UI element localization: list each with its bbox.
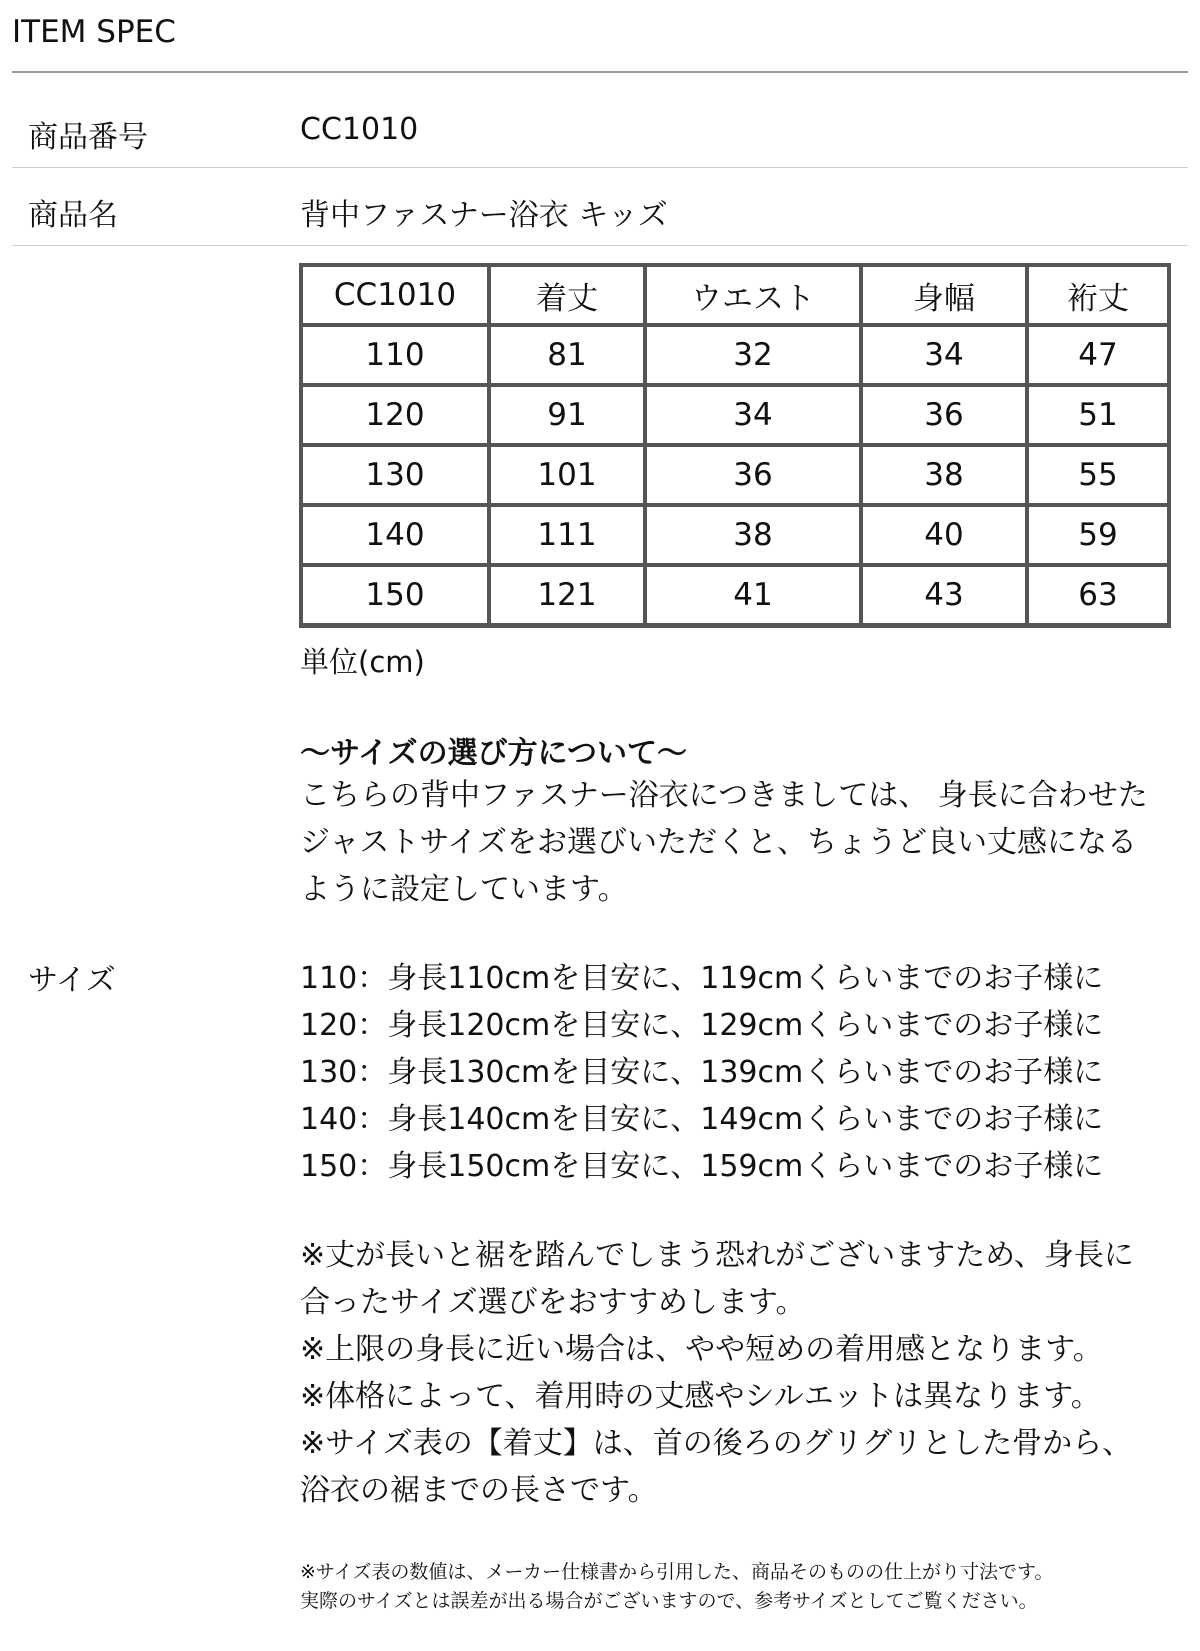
table-cell: 32 [645, 325, 861, 385]
size-notes [300, 1232, 1134, 1514]
table-cell: 55 [1027, 445, 1169, 505]
page-title: ITEM SPEC [12, 14, 176, 50]
table-header-cell: 裄丈 [1027, 265, 1169, 325]
table-row [301, 385, 1169, 445]
table-row [301, 445, 1169, 505]
size-line: 130：身長130cmを目安に、139cmくらいまでのお子様に [300, 1055, 1104, 1090]
table-cell: 43 [861, 565, 1027, 625]
table-cell: 140 [301, 505, 489, 565]
table-header-cell: ウエスト [645, 265, 861, 325]
size-table [299, 263, 1171, 628]
table-cell: 47 [1027, 325, 1169, 385]
note-line: ※サイズ表の【着丈】は、首の後ろのグリグリとした骨から、 [300, 1426, 1133, 1461]
table-cell: 36 [861, 385, 1027, 445]
table-cell: 38 [861, 445, 1027, 505]
table-row [301, 505, 1169, 565]
row-divider [12, 167, 1188, 168]
table-cell: 101 [489, 445, 645, 505]
table-cell: 110 [301, 325, 489, 385]
table-cell: 36 [645, 445, 861, 505]
table-cell: 120 [301, 385, 489, 445]
footnotes [300, 1558, 1054, 1616]
intro-line: ように設定しています。 [300, 872, 628, 907]
table-row [301, 325, 1169, 385]
product-name-value: 背中ファスナー浴衣 キッズ [300, 198, 668, 233]
note-line: 合ったサイズ選びをおすすめします。 [300, 1285, 806, 1320]
size-guide-heading: 〜サイズの選び方について〜 [300, 736, 687, 771]
table-cell: 59 [1027, 505, 1169, 565]
note-line: ※丈が長いと裾を踏んでしまう恐れがございますため、身長に [300, 1238, 1134, 1273]
table-cell: 121 [489, 565, 645, 625]
header-divider [12, 71, 1188, 73]
note-line: 浴衣の裾までの長さです。 [300, 1473, 658, 1508]
intro-line: こちらの背中ファスナー浴衣につきましては、 身長に合わせた [300, 778, 1148, 813]
table-header-row [301, 265, 1169, 325]
product-number-label: 商品番号 [28, 120, 148, 155]
table-cell: 63 [1027, 565, 1169, 625]
size-line: 110：身長110cmを目安に、119cmくらいまでのお子様に [300, 961, 1104, 996]
note-line: ※体格によって、着用時の丈感やシルエットは異なります。 [300, 1379, 1101, 1414]
footnote-line: ※サイズ表の数値は、メーカー仕様書から引用した、商品そのものの仕上がり寸法です。 [300, 1561, 1054, 1583]
table-header-cell: CC1010 [301, 265, 489, 325]
product-name-label: 商品名 [28, 198, 118, 233]
product-number-value: CC1010 [300, 112, 419, 147]
table-row [301, 565, 1169, 625]
size-line: 120：身長120cmを目安に、129cmくらいまでのお子様に [300, 1008, 1104, 1043]
table-cell: 81 [489, 325, 645, 385]
table-header-cell: 着丈 [489, 265, 645, 325]
size-label: サイズ [28, 963, 116, 998]
table-cell: 34 [861, 325, 1027, 385]
table-cell: 41 [645, 565, 861, 625]
table-header-cell: 身幅 [861, 265, 1027, 325]
table-cell: 40 [861, 505, 1027, 565]
footnote-line: 実際のサイズとは誤差が出る場合がございますので、参考サイズとしてご覧ください。 [300, 1590, 1038, 1612]
intro-line: ジャストサイズをお選びいただくと、ちょうど良い丈感になる [300, 825, 1137, 860]
size-recommendations [300, 955, 1103, 1190]
size-line: 140：身長140cmを目安に、149cmくらいまでのお子様に [300, 1102, 1104, 1137]
table-cell: 150 [301, 565, 489, 625]
note-line: ※上限の身長に近い場合は、やや短めの着用感となります。 [300, 1332, 1103, 1367]
table-cell: 130 [301, 445, 489, 505]
row-divider [12, 245, 1188, 246]
table-cell: 38 [645, 505, 861, 565]
table-cell: 34 [645, 385, 861, 445]
table-cell: 91 [489, 385, 645, 445]
size-line: 150：身長150cmを目安に、159cmくらいまでのお子様に [300, 1149, 1104, 1184]
unit-label: 単位(cm) [300, 645, 425, 679]
table-cell: 111 [489, 505, 645, 565]
table-cell: 51 [1027, 385, 1169, 445]
size-guide-intro [300, 772, 1148, 913]
